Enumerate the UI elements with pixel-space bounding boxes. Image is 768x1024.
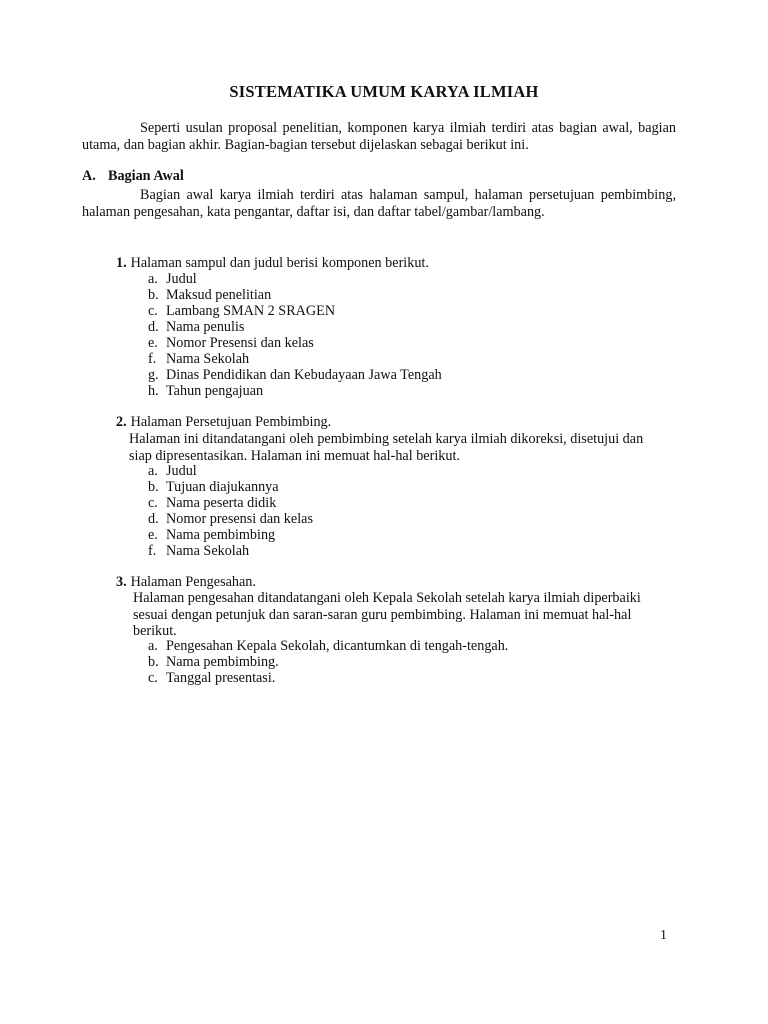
document-title: SISTEMATIKA UMUM KARYA ILMIAH xyxy=(229,82,539,101)
list-item: d. Nomor presensi dan kelas xyxy=(148,511,313,527)
item1-title: Halaman sampul dan judul berisi komponen berikut. xyxy=(130,255,429,271)
list-item: g. Dinas Pendidikan dan Kebudayaan Jawa Tengah xyxy=(148,367,442,383)
item3-heading xyxy=(116,574,256,591)
list-item: b. Tujuan diajukannya xyxy=(148,479,279,495)
list-item: c. Nama peserta didik xyxy=(148,495,277,511)
list-item: f. Nama Sekolah xyxy=(148,351,250,367)
item3-description: Halaman pengesahan ditandatangani oleh Kepala Sekolah setelah karya ilmiah diperbaiki sesuai dengan petunjuk dan saran-saran guru pembimbing. Halaman ini memuat hal-hal berikut. xyxy=(133,590,641,639)
page-number: 1 xyxy=(660,928,667,943)
item1-list xyxy=(148,271,442,399)
list-item: a. Judul xyxy=(148,271,197,287)
list-item: f. Nama Sekolah xyxy=(148,543,250,559)
item2-list xyxy=(148,463,313,559)
section-a-paragraph: Bagian awal karya ilmiah terdiri atas halaman sampul, halaman persetujuan pembimbing, halaman pengesahan, kata pengantar, daftar isi, dan daftar tabel/gambar/lambang. xyxy=(82,187,676,220)
list-item: c. Tanggal presentasi. xyxy=(148,670,276,686)
item3-title: Halaman Pengesahan. xyxy=(130,574,256,590)
list-item: a. Judul xyxy=(148,463,197,479)
intro-paragraph: Seperti usulan proposal penelitian, komponen karya ilmiah terdiri atas bagian awal, bagian utama, dan bagian akhir. Bagian-bagian tersebut dijelaskan sebagai berikut ini. xyxy=(82,120,676,153)
list-item: a. Pengesahan Kepala Sekolah, dicantumkan di tengah-tengah. xyxy=(148,638,509,654)
list-item: c. Lambang SMAN 2 SRAGEN xyxy=(148,303,336,319)
item2-description: Halaman ini ditandatangani oleh pembimbing setelah karya ilmiah dikoreksi, disetujui dan siap dipresentasikan. Halaman ini memuat hal-hal berikut. xyxy=(129,431,644,464)
list-item: e. Nomor Presensi dan kelas xyxy=(148,335,314,351)
item2-number: 2. xyxy=(116,414,127,430)
list-item: e. Nama pembimbing xyxy=(148,527,276,543)
item1-heading xyxy=(116,255,429,272)
section-a-heading xyxy=(82,168,184,185)
section-a-letter: A. xyxy=(82,168,96,184)
item2-heading xyxy=(116,414,331,431)
list-item: b. Nama pembimbing. xyxy=(148,654,279,670)
item3-number: 3. xyxy=(116,574,127,590)
list-item: b. Maksud penelitian xyxy=(148,287,272,303)
item1-number: 1. xyxy=(116,255,127,271)
item2-title: Halaman Persetujuan Pembimbing. xyxy=(130,414,332,430)
list-item: d. Nama penulis xyxy=(148,319,245,335)
list-item: h. Tahun pengajuan xyxy=(148,383,264,399)
section-a-title: Bagian Awal xyxy=(108,168,184,184)
item3-list xyxy=(148,638,508,686)
